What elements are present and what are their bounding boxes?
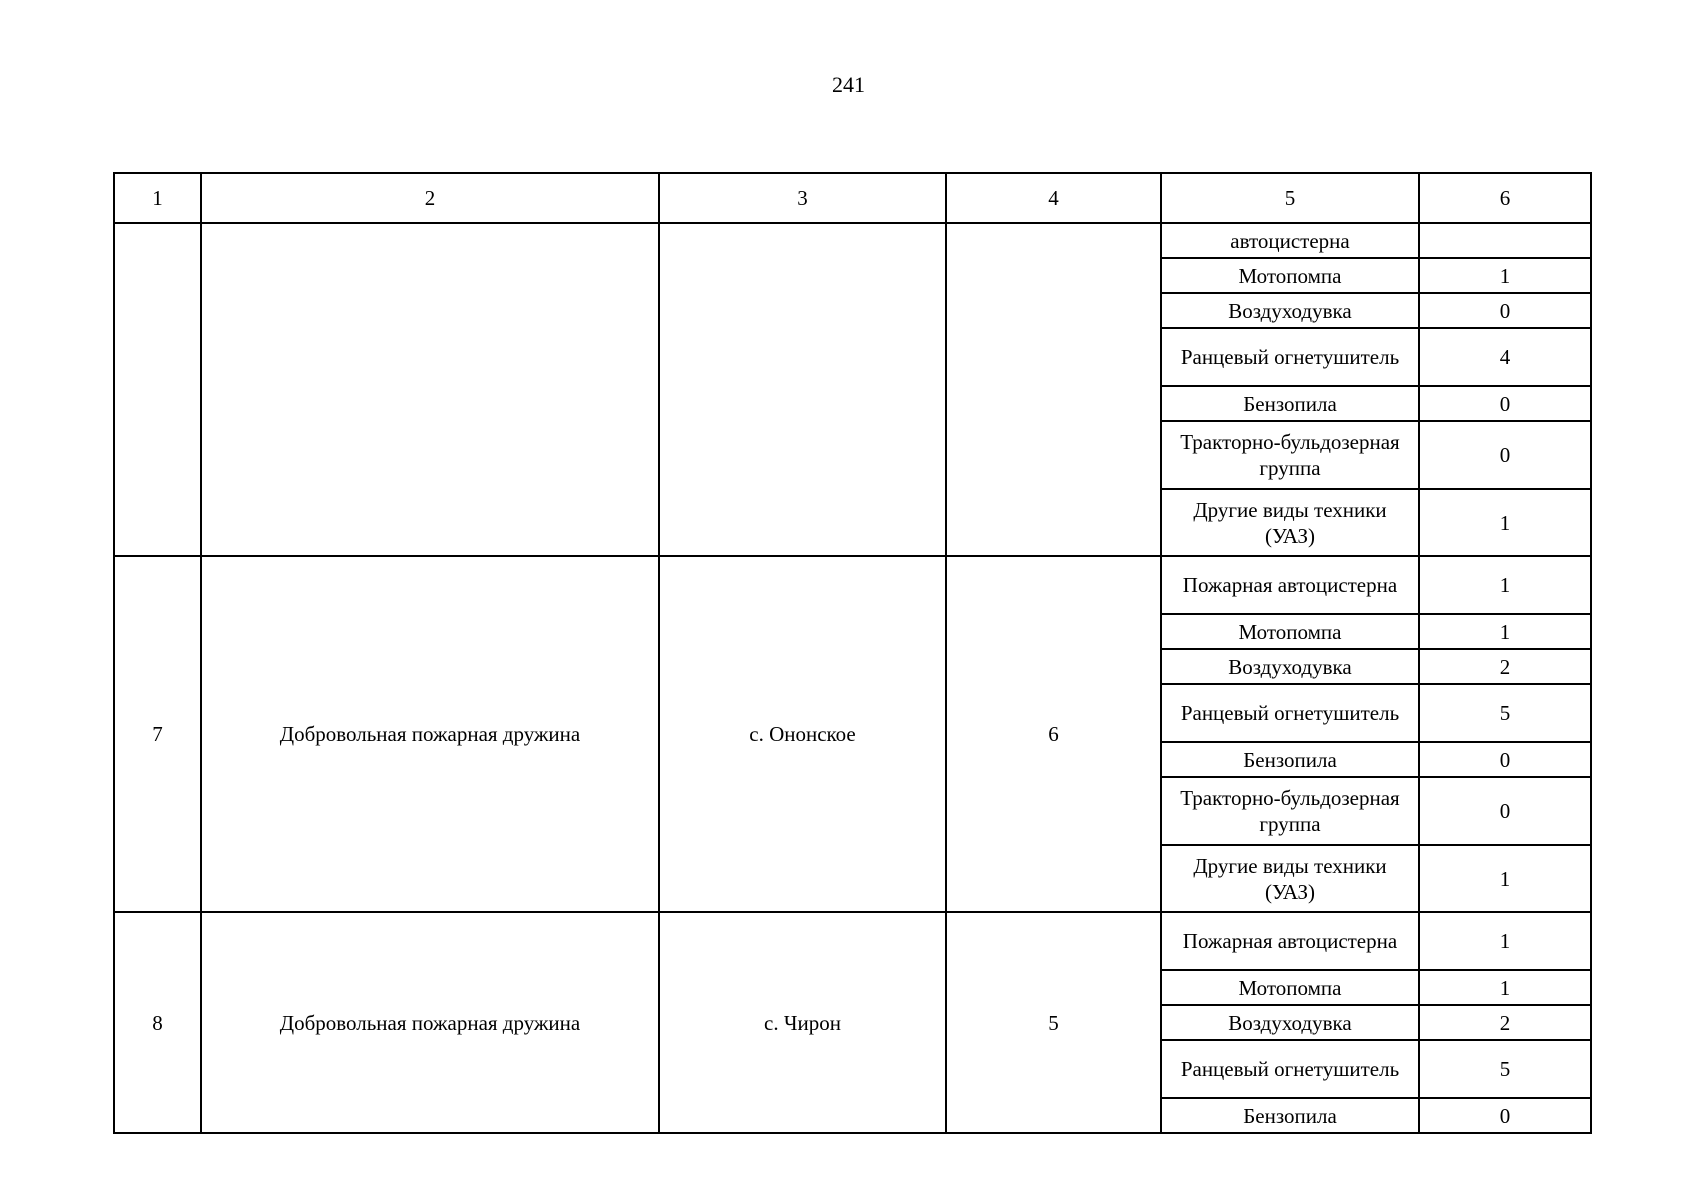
quantity-cell — [1419, 223, 1591, 258]
page-number: 241 — [832, 72, 865, 97]
quantity-cell: 4 — [1419, 328, 1591, 386]
equipment-cell: Другие виды техники (УАЗ) — [1161, 489, 1419, 556]
quantity-cell: 1 — [1419, 556, 1591, 614]
equipment-cell: Воздуходувка — [1161, 649, 1419, 684]
header-row — [114, 173, 1591, 223]
equipment-cell: Ранцевый огнетушитель — [1161, 684, 1419, 742]
organization-cell: Добровольная пожарная дружина — [201, 556, 659, 912]
settlement-cell: с. Ононское — [659, 556, 946, 912]
quantity-cell: 1 — [1419, 970, 1591, 1005]
organization-cell — [201, 223, 659, 556]
quantity-cell: 2 — [1419, 649, 1591, 684]
equipment-cell: Тракторно-бульдозерная группа — [1161, 777, 1419, 845]
equipment-cell: Ранцевый огнетушитель — [1161, 328, 1419, 386]
row-number-cell: 8 — [114, 912, 201, 1133]
equipment-cell: Мотопомпа — [1161, 970, 1419, 1005]
quantity-cell: 0 — [1419, 386, 1591, 421]
table-row — [114, 912, 1591, 970]
table-row — [114, 223, 1591, 258]
quantity-cell: 0 — [1419, 777, 1591, 845]
column-number-header: 5 — [1161, 173, 1419, 223]
quantity-cell: 1 — [1419, 912, 1591, 970]
equipment-cell: Бензопила — [1161, 1098, 1419, 1133]
settlement-cell — [659, 223, 946, 556]
column-number-header: 2 — [201, 173, 659, 223]
quantity-cell: 5 — [1419, 1040, 1591, 1098]
equipment-cell: Тракторно-бульдозерная группа — [1161, 421, 1419, 489]
equipment-cell: Воздуходувка — [1161, 293, 1419, 328]
quantity-cell: 5 — [1419, 684, 1591, 742]
row-number-cell: 7 — [114, 556, 201, 912]
equipment-cell: Бензопила — [1161, 386, 1419, 421]
table-row — [114, 556, 1591, 614]
equipment-cell: Пожарная автоцистерна — [1161, 556, 1419, 614]
quantity-cell: 1 — [1419, 258, 1591, 293]
quantity-cell: 1 — [1419, 489, 1591, 556]
staff-count-cell — [946, 223, 1161, 556]
quantity-cell: 1 — [1419, 614, 1591, 649]
quantity-cell: 0 — [1419, 742, 1591, 777]
equipment-cell: Другие виды техники (УАЗ) — [1161, 845, 1419, 912]
quantity-cell: 2 — [1419, 1005, 1591, 1040]
equipment-table — [113, 172, 1592, 1134]
equipment-cell: Ранцевый огнетушитель — [1161, 1040, 1419, 1098]
quantity-cell: 1 — [1419, 845, 1591, 912]
row-number-cell — [114, 223, 201, 556]
equipment-cell: Пожарная автоцистерна — [1161, 912, 1419, 970]
organization-cell: Добровольная пожарная дружина — [201, 912, 659, 1133]
equipment-cell: Воздуходувка — [1161, 1005, 1419, 1040]
equipment-cell: Бензопила — [1161, 742, 1419, 777]
column-number-header: 1 — [114, 173, 201, 223]
staff-count-cell: 6 — [946, 556, 1161, 912]
equipment-cell: автоцистерна — [1161, 223, 1419, 258]
settlement-cell: с. Чирон — [659, 912, 946, 1133]
staff-count-cell: 5 — [946, 912, 1161, 1133]
column-number-header: 3 — [659, 173, 946, 223]
quantity-cell: 0 — [1419, 1098, 1591, 1133]
column-number-header: 6 — [1419, 173, 1591, 223]
quantity-cell: 0 — [1419, 421, 1591, 489]
equipment-cell: Мотопомпа — [1161, 614, 1419, 649]
quantity-cell: 0 — [1419, 293, 1591, 328]
column-number-header: 4 — [946, 173, 1161, 223]
equipment-cell: Мотопомпа — [1161, 258, 1419, 293]
